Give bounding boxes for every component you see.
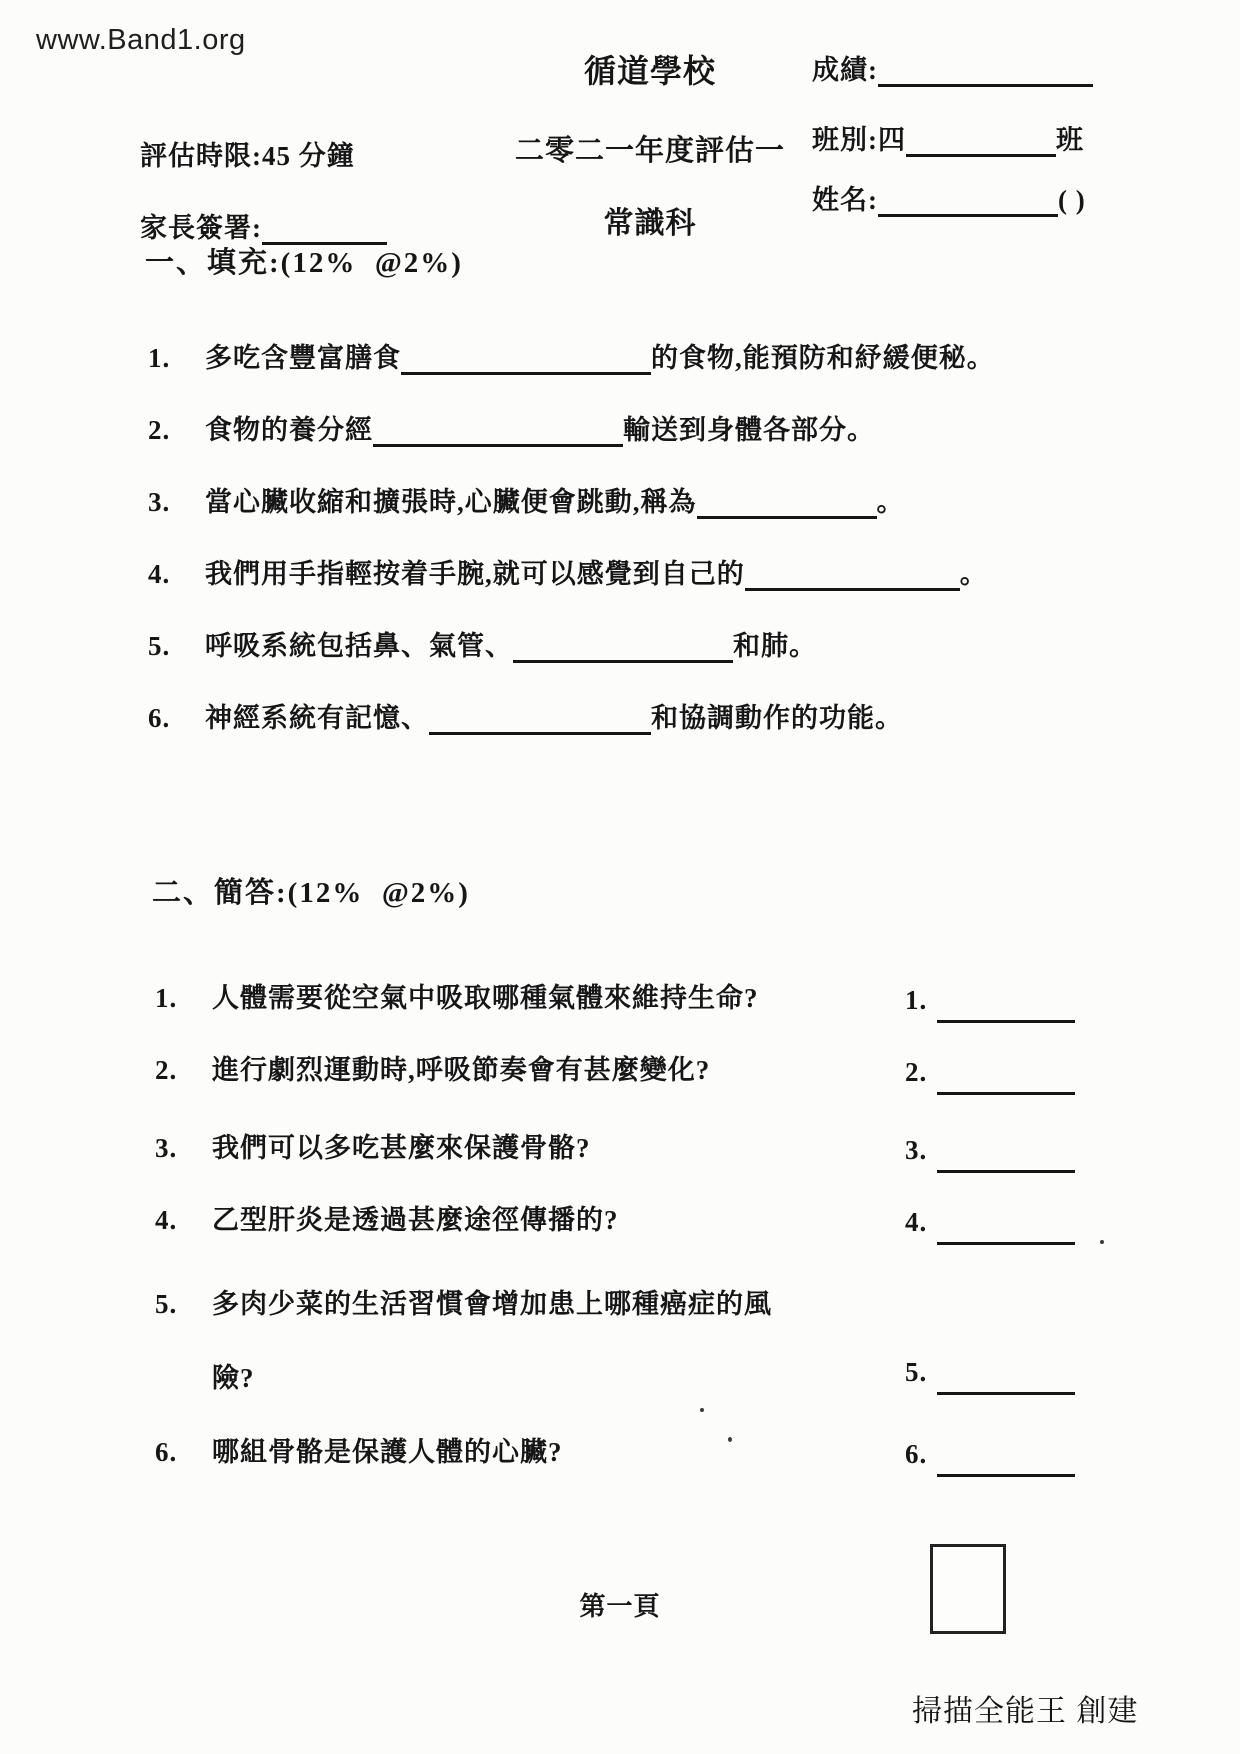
answer-blank-line [937,1448,1075,1477]
section1-heading: 一、填充:(12% @2%) [145,247,463,279]
answer-slot-3 [905,1130,1075,1166]
school-name: 循道學校 [583,53,716,89]
score-label: 成績: [812,55,878,85]
short-question-5-line2: 險? [212,1363,255,1393]
name-row [812,178,1086,217]
name-blank [878,188,1058,217]
question-number: 5. [155,1289,178,1319]
question-number: 3. [148,487,171,517]
fill-question-3 [148,480,1208,519]
question-text-pre: 我們用手指輕按着手腕,就可以感覺到自己的 [205,559,745,589]
question-text-pre: 神經系統有記憶、 [205,703,429,733]
question-number: 4. [155,1205,178,1235]
name-parens: ( ) [1058,185,1086,215]
question-text-pre: 多吃含豐富膳食 [205,343,401,373]
question-number: 4. [148,559,171,589]
exam-title: 二零二一年度評估一 [514,135,785,167]
answer-blank-line [401,346,651,375]
answer-blank-line [937,1144,1075,1173]
answer-blank-line [937,1066,1075,1095]
parent-signature-label: 家長簽署: [140,213,262,243]
question-number: 1. [148,343,171,373]
question-number: 6. [148,703,171,733]
answer-number: 3. [905,1134,928,1165]
question-text-post: 和肺。 [733,631,817,661]
question-number: 2. [148,415,171,445]
fill-question-5 [148,624,1208,663]
question-text-pre: 當心臟收縮和擴張時,心臟便會跳動,稱為 [205,487,697,517]
question-text-post: 。 [959,559,988,589]
fill-question-1 [148,336,1208,375]
short-question-2 [155,1048,1240,1087]
class-prefix: 四 [878,125,906,155]
answer-slot-1 [905,980,1075,1016]
question-number: 2. [155,1055,178,1085]
question-number: 5. [148,631,171,661]
page-number: 第一頁 [579,1592,661,1621]
short-question-4 [155,1198,1240,1237]
question-text-pre: 食物的養分經 [205,415,373,445]
question-text-line1: 多肉少菜的生活習慣會增加患上哪種癌症的風 [212,1289,772,1319]
answer-blank-line [937,994,1075,1023]
short-question-1 [155,976,1240,1015]
answer-blank-line [937,1366,1075,1395]
answer-number: 6. [905,1438,928,1469]
class-suffix: 班 [1056,125,1084,155]
answer-number: 2. [905,1056,928,1087]
scanner-credit: 掃描全能王 創建 [912,1695,1139,1728]
class-blank [906,128,1056,157]
question-text: 人體需要從空氣中吸取哪種氣體來維持生命? [212,983,759,1013]
answer-number: 1. [905,984,928,1015]
answer-blank-line [513,634,733,663]
answer-blank-line [745,562,960,591]
question-text-pre: 呼吸系統包括鼻、氣管、 [205,631,513,661]
fill-question-2 [148,408,1208,447]
scan-speck [700,1408,704,1412]
section2-heading: 二、簡答:(12% @2%) [152,877,470,909]
subject-name: 常識科 [603,207,697,240]
score-blank [878,58,1093,87]
name-label: 姓名: [812,185,878,215]
short-question-6 [155,1430,1240,1469]
time-limit: 評估時限:45 分鐘 [140,141,355,171]
question-text: 乙型肝炎是透過甚麼途徑傳播的? [212,1205,619,1235]
answer-number: 5. [905,1356,928,1387]
short-question-3 [155,1126,1240,1165]
scan-speck [728,1437,732,1442]
question-number: 1. [155,983,178,1013]
answer-slot-5 [905,1352,1075,1388]
answer-blank-line [373,418,623,447]
answer-blank-line [429,706,651,735]
question-text-post: 輸送到身體各部分。 [623,415,875,445]
answer-blank-line [697,490,877,519]
fill-question-6 [148,696,1208,735]
answer-number: 4. [905,1206,928,1237]
answer-slot-6 [905,1434,1075,1470]
class-row [812,118,1084,157]
question-text: 哪組骨骼是保護人體的心臟? [212,1437,563,1467]
question-number: 3. [155,1133,178,1163]
question-number: 6. [155,1437,178,1467]
question-text-post: 。 [876,487,905,517]
score-row [812,48,1093,87]
answer-blank-line [937,1216,1075,1245]
scan-speck [1100,1240,1104,1244]
short-question-5 [155,1282,1240,1321]
answer-slot-4 [905,1202,1075,1238]
question-text-post: 和協調動作的功能。 [651,703,903,733]
answer-slot-2 [905,1052,1075,1088]
site-watermark: www.Band1.org [36,24,246,56]
stamp-box [930,1544,1006,1634]
question-text: 我們可以多吃甚麼來保護骨骼? [212,1133,591,1163]
class-label: 班別: [812,125,878,155]
question-text: 進行劇烈運動時,呼吸節奏會有甚麼變化? [212,1055,711,1085]
question-text-post: 的食物,能預防和紓緩便秘。 [651,343,995,373]
fill-question-4 [148,552,1208,591]
